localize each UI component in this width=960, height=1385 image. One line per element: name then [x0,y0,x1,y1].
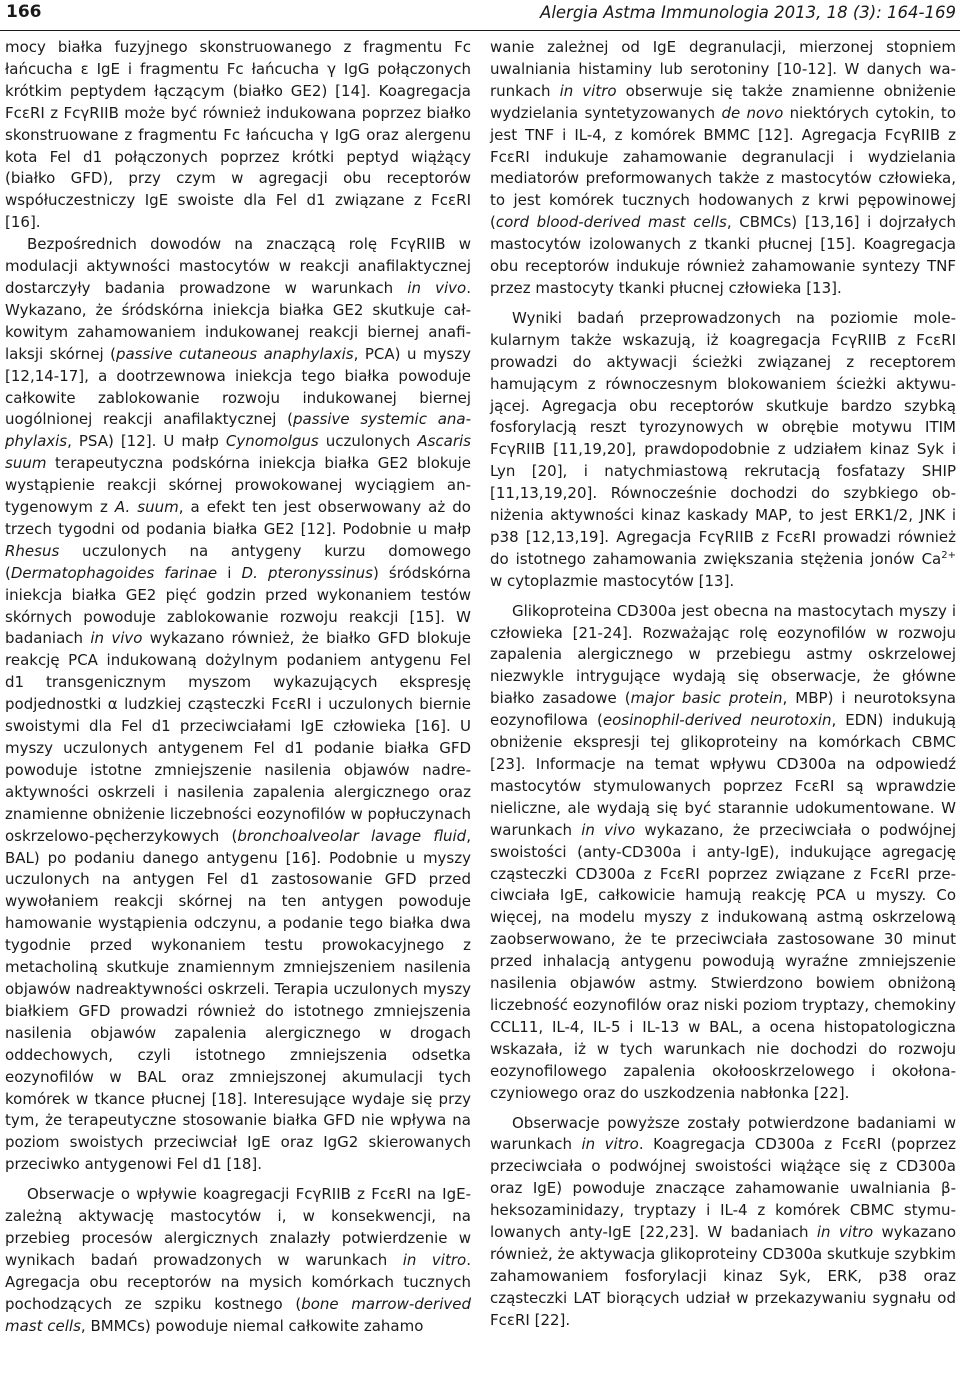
page-header [0,0,960,31]
left-paragraph-2: Bezpośrednich dowodów na znaczącą rolę FcγRIIB w modulacji aktywności mastocytów w reakcji anafilaktycznej dostarczyły badania prowadzone w warunkach in vivo. Wykazano, że śródskórna iniekcja białka GE2 skutkuje całkowitym zahamowaniem indukowanej reakcji biernej anafilaksji skórnej (passive cutaneous anaphylaxis, PCA) u myszy [12,14-17], a dootrzewnowa iniekcja tego białka powoduje całkowite zablokowanie rozwoju indukowanej biernej uogólnionej reakcji anafilaktycznej (passive systemic anaphylaxis, PSA) [12]. U małp Cynomolgus uczulonych Ascaris suum terapeutyczna podskórna iniekcja białka GE2 blokuje wystąpienie reakcji skórnej prowokowanej wyciągiem antygenowym z A. suum, a efekt ten jest obserwowany aż do trzech tygodni od podania białka GE2 [12]. Podobnie u małp Rhesus uczulonych na antygeny kurzu domowego (Dermatophagoides farinae i D. pteronyssinus) śródskórna iniekcja białka GE2 pięć godzin przed wykonaniem testów skórnych powoduje zablokowanie rozwoju reakcji [15]. W badaniach in vivo wykazano również, że białko GFD blokuje reakcję PCA indukowaną dożylnym podaniem antygenu Fel d1 transgenicznym myszom wykazujących ekspresję podjednostki α ludzkiej cząsteczki FcεRI i uczulonych biernie swoistymi dla Fel d1 przeciwciałami IgE człowieka [16]. U myszy uczulonych antygenem Fel d1 podanie białka GFD powoduje istotne zmniejszenie nasilenia objawów nadreaktywności oskrzeli i nasilenia zapalenia alergicznego oraz znamienne obniżenie liczebności eozynofilów w popłuczynach oskrzelowo-pęcherzykowych (bronchoalveolar lavage fluid, BAL) po podaniu danego antygenu [16]. Podobnie u myszy uczulonych na antygen Fel d1 zastosowanie GFD przed wywołaniem reakcji skórnej na ten antygen powoduje hamowanie wystąpienia odczynu, a podanie tego białka dwa tygodnie przed wykonaniem testu prowokacyjnego z metacholiną skutkuje znamiennym zmniejszeniem nasilenia objawów nadreaktywności oskrzeli. Terapia uczulonych myszy białkiem GFD prowadzi również do istotnego zmniejszenia nasilenia objawów zapalenia alergicznego w drogach oddechowych, czyli istotnego zmniejszenia odsetka eozynofilów w BAL oraz zmniejszonej akumulacji tych komórek w tkance płucnej [18]. Interesujące wydaje się przy tym, że terapeutyczne stosowanie białka GFD nie wpływa na poziom swoistych przeciwciał IgE oraz IgG2 skierowanych przeciwko antygenowi Fel d1 [18]. [5,235,472,1174]
right-paragraph-3: Glikoproteina CD300a jest obecna na mastocytach myszy i człowieka [21-24]. Rozważając rolę eozynofilów w rozwoju zapalenia alergicznego w przebiegu astmy oskrzelowej niezwykle intrygujące wydają się obserwacje, że główne białko zasadowe (major basic protein, MBP) i neurotoksyna eozynofilowa (eosinophil-derived neurotoxin, EDN) indukują obniżenie ekspresji tej glikoproteiny na komórkach CBMC [23]. Informacje na temat wpływu CD300a na odpowiedź mastocytów stymulowanych poprzez FcεRI są wprawdzie nieliczne, ale wydają się być starannie udokumentowane. W warunkach in vivo wykazano, że przeciwciała o podwójnej swoistości (anty-CD300a i anty-IgE), indukujące agregację cząsteczki CD300a z FcεRI poprzez związane z FcεRI przeciwciała IgE, całkowicie hamują reakcję PCA u myszy. Co więcej, na modelu myszy z indukowaną astmą oskrzelową zaobserwowano, że te przeciwciała zastosowane 30 minut przed inhalacją antygenu powodują wyraźne zmniejszenie nasilenia objawów astmy. Stwierdzono bowiem obniżoną liczebność eozynofilów oraz niski poziom tryptazy, chemokiny CCL11, IL-4, IL-5 i IL-13 w BAL, a ocena histopatologiczna wskazała, iż w tych warunkach nie dochodzi do rozwoju eozynofilowego zapalenia okołooskrzelowego i okołonaczyniowego oraz do uszkodzenia nabłonka [22]. [490,601,957,1102]
left-paragraph-3: Obserwacje o wpływie koagregacji FcγRIIB z FcεRI na IgE-zależną aktywację mastocytów i, w konsekwencji, na przebieg procesów alergicznych znalazły potwierdzenie w wynikach badań prowadzonych w warunkach in vitro. Agregacja obu receptorów na mysich komórkach tucznych pochodzących ze szpiku kostnego (bone marrow-derived mast cells, BMMCs) powoduje niemal całkowite zahamo [5,1185,471,1335]
left-column [5,37,471,1337]
left-paragraph-1: mocy białka fuzyjnego skonstruowanego z fragmentu Fc łańcucha ε IgE i fragmentu Fc łańcucha γ IgG połączonych krótkim peptydem łączącym (białko GE2) [14]. Koagregacja FcεRI z FcγRIIB może być również indukowana poprzez białko skonstruowane z fragmentu Fc łańcucha γ IgG oraz alergenu kota Fel d1 połączonych poprzez krótki peptyd wiążący (białko GFD), przy czym w agregacji obu receptorów współuczestniczy IgE swoiste dla Fel d1 związane z FcεRI [16]. [5,38,471,232]
right-paragraph-1: wanie zależnej od IgE degranulacji, mierzonej stopniem uwalniania histaminy lub serotoniny [10-12]. W danych warunkach in vitro obserwuje się także znamienne obniżenie wydzielania syntetyzowanych de novo niektórych cytokin, to jest TNF i IL-4, z komórek BMMC [12]. Agregacja FcγRIIB z FcεRI indukuje zahamowanie degranulacji i wydzielania mediatorów preformowanych także z mastocytów człowieka, to jest komórek tucznych hodowanych z krwi pępowinowej (cord blood-derived mast cells, CBMCs) [13,16] i dojrzałych mastocytów izolowanych z tkanki płucnej [15]. Koagregacja obu receptorów indukuje również zahamowanie syntezy TNF przez mastocyty tkanki płucnej człowieka [13]. [490,38,956,297]
journal-citation: Alergia Astma Immunologia 2013, 18 (3): 164-169 [540,3,956,22]
right-column [490,37,956,1332]
right-paragraph-4: Obserwacje powyższe zostały potwierdzone badaniami w warunkach in vitro. Koagregacja CD300a z FcεRI (poprzez przeciwciała o podwójnej swoistości wiążące się z CD300a oraz IgE) powoduje znaczące zahamowanie uwalniania β-heksozaminidazy, tryptazy i IL-4 z komórek CBMC stymulowanych anty-IgE [22,23]. W badaniach in vitro wykazano również, że aktywacja glikoproteiny CD300a skutkuje szybkim zahamowaniem fosforylacji kinaz Syk, ERK, p38 oraz cząsteczki LAT biorących udział w przekazywaniu sygnału od FcεRI [22]. [490,1113,957,1329]
right-paragraph-2: Wyniki badań przeprowadzonych na poziomie molekularnym także wskazują, iż koagregacja FcγRIIB z FcεRI prowadzi do aktywacji ścieżki związanej z receptorem hamującym z równoczesnym blokowaniem ścieżki aktywującej. Agregacja obu receptorów skutkuje bardzo szybką fosforylacją reszt tyrozynowych w obrębie motywu ITIM FcγRIIB [11,19,20], prawdopodobnie z udziałem kinaz Syk i Lyn [20], i natychmiastową rekrutacją fosfatazy SHIP [11,13,19,20]. Równocześnie dochodzi do szybkiego obniżenia aktywności kinaz kaskady MAP, to jest ERK1/2, JNK i p38 [12,13,19]. Agregacja FcγRIIB z FcεRI prowadzi również do istotnego zahamowania zwiększania stężenia jonów $Ca^{2+}$ w cytoplazmie mastocytów [13]. [490,308,956,590]
page-number: 166 [6,2,42,22]
